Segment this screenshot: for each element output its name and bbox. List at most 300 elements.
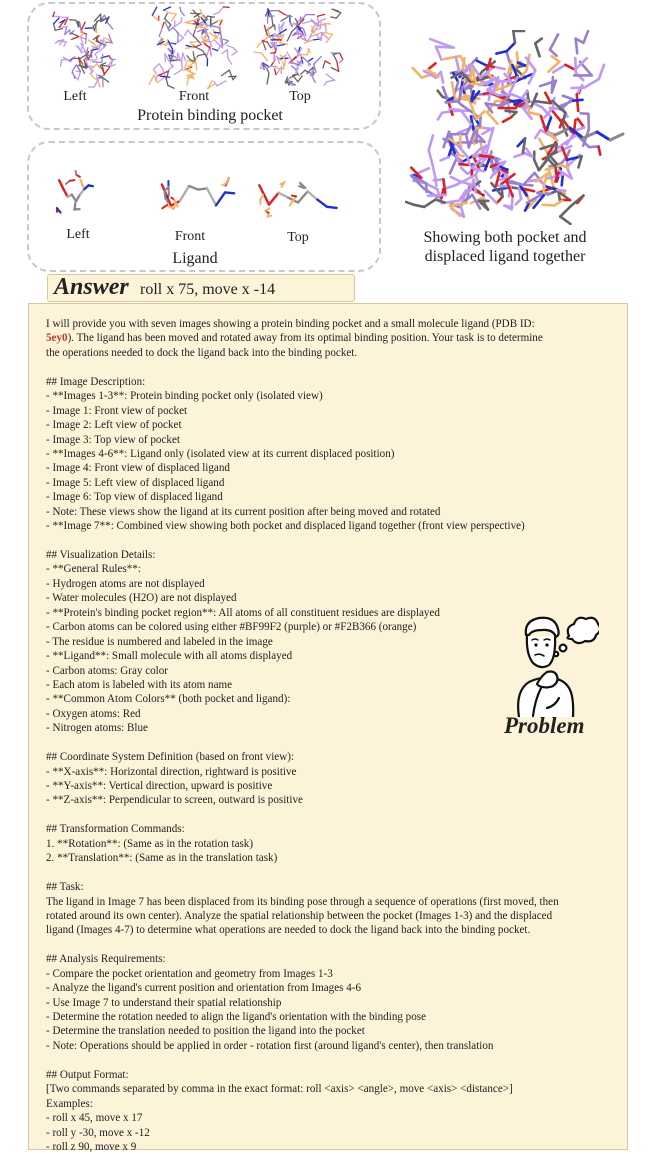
- ligand-bond: [216, 192, 225, 205]
- bond-stick: [186, 47, 195, 49]
- ligand-bond: [317, 200, 327, 207]
- bond-stick: [273, 68, 284, 69]
- bond-stick: [78, 72, 80, 80]
- bond-stick: [164, 10, 170, 13]
- bond-stick: [450, 158, 457, 174]
- bond-stick: [71, 33, 79, 36]
- bond-stick: [102, 54, 103, 62]
- bond-stick: [181, 18, 182, 23]
- bond-stick: [227, 45, 234, 48]
- ligand-left-label: Left: [58, 227, 98, 243]
- bond-stick: [507, 43, 515, 51]
- ligand-bond: [298, 191, 308, 202]
- bond-stick: [175, 22, 182, 27]
- bond-stick: [293, 74, 298, 75]
- bond-stick: [589, 146, 598, 147]
- problem-line: rotated around its own center). Analyze the spatial relationship between the pocket (Images 1-3) and the displaced: [46, 909, 616, 923]
- problem-line: - Use Image 7 to understand their spatial relationship: [46, 996, 616, 1010]
- bond-stick: [166, 79, 168, 85]
- problem-line: - **Z-axis**: Perpendicular to screen, outward is positive: [46, 793, 616, 807]
- bond-stick: [152, 15, 158, 21]
- ligand-bond: [308, 191, 318, 199]
- bond-stick: [496, 51, 506, 54]
- bond-stick: [80, 23, 82, 32]
- bond-stick: [95, 54, 97, 59]
- bond-stick: [193, 52, 195, 62]
- bond-stick: [560, 217, 570, 224]
- problem-line: - Hydrogen atoms are not displayed: [46, 577, 616, 591]
- ligand-bond: [279, 193, 289, 198]
- bond-stick: [266, 25, 275, 31]
- bond-stick: [72, 65, 76, 71]
- bond-stick: [477, 61, 486, 65]
- bond-stick: [214, 12, 219, 14]
- bond-stick: [333, 55, 337, 62]
- bond-stick: [480, 116, 481, 126]
- bond-stick: [323, 32, 332, 34]
- bond-stick: [291, 66, 295, 69]
- bond-stick: [159, 64, 163, 70]
- bond-stick: [441, 157, 449, 160]
- problem-line: ## Output Format:: [46, 1068, 616, 1082]
- bond-stick: [269, 16, 274, 17]
- bond-stick: [86, 34, 87, 43]
- bond-stick: [434, 179, 444, 180]
- bond-stick: [327, 80, 335, 82]
- bond-stick: [260, 62, 262, 68]
- bond-stick: [303, 21, 313, 23]
- bond-stick: [452, 82, 455, 99]
- bond-stick: [187, 56, 191, 60]
- bond-stick: [169, 28, 173, 31]
- bond-stick: [503, 117, 511, 122]
- problem-line: [Two commands separated by comma in the exact format: roll <axis> <angle>, move <axis> <distance>]: [46, 1082, 616, 1096]
- intro-line-3: the operations needed to dock the ligand back into the binding pocket.: [46, 346, 616, 360]
- bond-stick: [424, 200, 435, 207]
- problem-line: ## Visualization Details:: [46, 548, 616, 562]
- bond-stick: [154, 64, 160, 69]
- problem-line: - **Protein's binding pocket region**: All atoms of all constituent residues are displayed: [46, 606, 616, 620]
- problem-line: - Determine the rotation needed to align the ligand's orientation with the binding pose: [46, 1010, 616, 1024]
- bond-stick: [572, 88, 585, 89]
- bond-stick: [331, 17, 336, 18]
- bond-stick: [280, 43, 288, 45]
- problem-line: - **X-axis**: Horizontal direction, rightward is positive: [46, 765, 616, 779]
- bond-stick: [456, 155, 459, 164]
- combined-caption-line2: displaced ligand together: [410, 248, 600, 266]
- answer-label: Answer: [54, 274, 129, 301]
- bond-stick: [535, 39, 542, 44]
- bond-stick: [413, 68, 422, 78]
- bond-stick: [460, 135, 461, 148]
- problem-line: [46, 808, 616, 822]
- intro-line-2-rest: ). The ligand has been moved and rotated away from its optimal binding position. Your task is to determine: [68, 332, 543, 344]
- intro-line-1: I will provide you with seven images showing a protein binding pocket and a small molecule ligand (PDB ID:: [46, 317, 616, 331]
- bond-stick: [557, 190, 565, 191]
- bond-stick: [277, 35, 284, 36]
- bond-stick: [182, 62, 183, 69]
- bond-stick: [550, 34, 558, 49]
- bond-stick: [504, 206, 512, 208]
- problem-line: ## Analysis Requirements:: [46, 952, 616, 966]
- problem-line: The ligand in Image 7 has been displaced from its binding pose through a sequence of operations (first moved, then: [46, 895, 616, 909]
- problem-line: ## Transformation Commands:: [46, 822, 616, 836]
- bond-stick: [152, 7, 156, 15]
- bond-stick: [265, 208, 269, 211]
- problem-line: - roll x 45, move x 17: [46, 1111, 616, 1125]
- bond-stick: [554, 201, 562, 206]
- problem-line: - Carbon atoms: Gray color: [46, 664, 616, 678]
- ligand-bond: [76, 194, 80, 201]
- problem-line: - **Ligand**: Small molecule with all atoms displayed: [46, 649, 616, 663]
- problem-line: - Carbon atoms can be colored using either #BF99F2 (purple) or #F2B366 (orange): [46, 620, 616, 634]
- problem-line: [46, 866, 616, 880]
- ligand-bond: [610, 134, 623, 140]
- problem-line: - **Images 1-3**: Protein binding pocket only (isolated view): [46, 389, 616, 403]
- answer-value: roll x 75, move x -14: [140, 281, 275, 299]
- bond-stick: [563, 96, 573, 99]
- bond-stick: [232, 52, 237, 55]
- bond-stick: [98, 81, 100, 87]
- bond-stick: [428, 63, 436, 69]
- bond-stick: [339, 60, 342, 63]
- bond-stick: [181, 11, 184, 15]
- ligand-left-image: [56, 170, 96, 216]
- pocket-top-image: [253, 6, 345, 86]
- ligand-top-label: Top: [280, 230, 316, 246]
- bond-stick: [308, 48, 309, 54]
- problem-line: - Nitrogen atoms: Blue: [46, 721, 616, 735]
- bond-stick: [428, 195, 446, 196]
- problem-line: - Note: Operations should be applied in order - rotation first (around ligand's center), then translation: [46, 1039, 616, 1053]
- bond-stick: [105, 79, 109, 82]
- ligand-bond: [597, 132, 610, 140]
- ligand-top-image: [252, 175, 344, 221]
- bond-stick: [97, 64, 100, 68]
- bond-stick: [201, 27, 207, 28]
- problem-line: - Analyze the ligand's current position and orientation from Images 4-6: [46, 981, 616, 995]
- problem-line: - roll z 90, move x 9: [46, 1140, 616, 1154]
- bond-stick: [275, 39, 281, 40]
- bond-stick: [105, 67, 110, 74]
- pocket-front-label: Front: [172, 89, 216, 105]
- bond-stick: [92, 62, 102, 63]
- bond-stick: [217, 81, 226, 86]
- bond-stick: [314, 56, 322, 64]
- bond-stick: [272, 17, 273, 26]
- bond-stick: [157, 72, 167, 76]
- bond-stick: [438, 91, 443, 97]
- bond-stick: [162, 205, 167, 208]
- problem-line: - Determine the translation needed to position the ligand into the pocket: [46, 1024, 616, 1038]
- bond-stick: [550, 50, 557, 56]
- bond-stick: [499, 94, 512, 95]
- bond-stick: [184, 60, 187, 68]
- bond-stick: [275, 69, 276, 74]
- bond-stick: [212, 49, 217, 51]
- pocket-front-image: [148, 6, 238, 90]
- problem-line: - Note: These views show the ligand at its current position after being moved and rotated: [46, 505, 616, 519]
- ligand-bond: [63, 189, 67, 197]
- bond-stick: [70, 180, 75, 181]
- bond-stick: [570, 196, 583, 207]
- ligand-bond: [583, 132, 597, 138]
- bond-stick: [164, 7, 171, 10]
- bond-stick: [496, 173, 499, 186]
- bond-stick: [267, 68, 269, 73]
- problem-line: - **Y-axis**: Vertical direction, upward is positive: [46, 779, 616, 793]
- bond-stick: [155, 76, 157, 81]
- ligand-front-image: [155, 175, 241, 217]
- bond-stick: [182, 53, 183, 62]
- bond-stick: [529, 70, 536, 83]
- bond-stick: [193, 46, 202, 51]
- bond-stick: [451, 177, 461, 182]
- problem-line: - Image 1: Front view of pocket: [46, 404, 616, 418]
- bond-stick: [324, 82, 327, 85]
- bond-stick: [413, 205, 424, 207]
- bond-stick: [599, 65, 604, 79]
- ligand-bond: [59, 180, 63, 189]
- bond-stick: [585, 79, 599, 88]
- bond-stick: [444, 56, 460, 59]
- bond-stick: [565, 65, 575, 70]
- bond-stick: [513, 31, 515, 43]
- bond-stick: [175, 38, 183, 44]
- answer-bar: [47, 274, 355, 302]
- bond-stick: [320, 19, 325, 21]
- bond-stick: [308, 58, 313, 61]
- problem-lines: [46, 375, 616, 1154]
- problem-label: Problem: [504, 713, 585, 739]
- bond-stick: [193, 26, 196, 35]
- bond-stick: [599, 146, 601, 154]
- bond-stick: [82, 30, 83, 34]
- problem-line: - Image 4: Front view of displaced ligand: [46, 461, 616, 475]
- bond-stick: [456, 57, 459, 72]
- bond-stick: [210, 49, 211, 55]
- bond-stick: [180, 7, 181, 11]
- problem-line: [46, 1053, 616, 1067]
- bond-stick: [222, 50, 227, 54]
- ligand-bond: [198, 188, 207, 189]
- bond-stick: [534, 160, 539, 171]
- problem-line: - **Image 7**: Combined view showing both pocket and displaced ligand together (front view perspective): [46, 519, 616, 533]
- bond-stick: [461, 110, 471, 124]
- bond-stick: [228, 58, 232, 64]
- bond-stick: [174, 69, 182, 74]
- bond-stick: [325, 61, 330, 64]
- bond-stick: [257, 43, 260, 48]
- bond-stick: [108, 24, 113, 29]
- bond-stick: [326, 74, 335, 80]
- bond-stick: [298, 54, 308, 55]
- bond-stick: [446, 101, 459, 102]
- bond-stick: [543, 205, 555, 206]
- problem-line: - The residue is numbered and labeled in the image: [46, 635, 616, 649]
- bond-stick: [312, 76, 315, 83]
- bond-stick: [577, 94, 578, 111]
- bond-stick: [458, 127, 473, 133]
- bond-stick: [298, 76, 302, 82]
- ligand-front-label: Front: [168, 229, 212, 245]
- bond-stick: [72, 36, 79, 39]
- ligand-bond: [207, 188, 216, 205]
- bond-stick: [196, 61, 197, 69]
- bond-stick: [494, 67, 505, 69]
- bond-stick: [169, 13, 176, 15]
- bond-stick: [470, 83, 483, 84]
- bond-stick: [178, 33, 179, 42]
- bond-stick: [287, 52, 292, 61]
- bond-stick: [429, 135, 433, 150]
- bond-stick: [185, 20, 192, 22]
- bond-stick: [222, 70, 230, 76]
- bond-stick: [475, 141, 485, 142]
- bond-stick: [229, 70, 233, 80]
- bond-stick: [578, 119, 584, 128]
- bond-stick: [76, 171, 77, 175]
- bond-stick: [524, 173, 535, 185]
- problem-line: ## Image Description:: [46, 375, 616, 389]
- bond-stick: [287, 32, 291, 41]
- bond-stick: [573, 100, 582, 101]
- problem-line: ## Task:: [46, 880, 616, 894]
- bond-stick: [332, 9, 338, 11]
- bond-stick: [292, 196, 296, 197]
- problem-line: 2. **Translation**: (Same as in the translation task): [46, 851, 616, 865]
- bond-stick: [94, 80, 98, 87]
- ligand-bond: [180, 186, 189, 201]
- bond-stick: [535, 101, 551, 103]
- problem-line: - Image 6: Top view of displaced ligand: [46, 490, 616, 504]
- bond-stick: [185, 30, 188, 36]
- bond-stick: [60, 60, 61, 67]
- bond-stick: [552, 56, 560, 61]
- bond-stick: [293, 75, 298, 82]
- blank-line: [46, 360, 616, 374]
- bond-stick: [61, 41, 67, 42]
- bond-stick: [516, 199, 522, 205]
- bond-stick: [560, 207, 570, 217]
- bond-stick: [162, 23, 164, 28]
- problem-line: [46, 938, 616, 952]
- bond-stick: [262, 53, 268, 61]
- ligand-bond: [189, 186, 198, 190]
- bond-stick: [233, 48, 237, 52]
- bond-stick: [432, 164, 435, 177]
- bond-stick: [149, 75, 154, 84]
- problem-line: - **General Rules**:: [46, 562, 616, 576]
- bond-stick: [562, 174, 563, 185]
- bond-stick: [54, 24, 56, 31]
- bond-stick: [64, 42, 66, 46]
- pocket-left-label: Left: [55, 89, 95, 105]
- bond-stick: [227, 50, 228, 58]
- bond-stick: [301, 70, 305, 74]
- bond-stick: [278, 11, 285, 15]
- problem-line: ## Coordinate System Definition (based on front view):: [46, 750, 616, 764]
- ligand-bond: [89, 185, 93, 186]
- bond-stick: [168, 86, 174, 89]
- bond-stick: [323, 61, 325, 68]
- bond-stick: [275, 25, 276, 30]
- bond-stick: [273, 33, 275, 38]
- bond-stick: [54, 18, 60, 24]
- problem-line: - Compare the pocket orientation and geometry from Images 1-3: [46, 967, 616, 981]
- bond-stick: [154, 69, 157, 73]
- problem-line: - **Images 4-6**: Ligand only (isolated view at its current displaced position): [46, 447, 616, 461]
- bond-stick: [285, 15, 292, 17]
- problem-line: 1. **Rotation**: (Same as in the rotation task): [46, 837, 616, 851]
- problem-line: - roll y -30, move x -12: [46, 1126, 616, 1140]
- bond-stick: [517, 52, 518, 62]
- bond-stick: [260, 67, 270, 68]
- problem-line: [46, 534, 616, 548]
- bond-stick: [283, 61, 284, 68]
- ligand-caption: Ligand: [165, 250, 225, 268]
- bond-stick: [441, 72, 443, 83]
- bond-stick: [318, 14, 325, 16]
- problem-line: - Oxygen atoms: Red: [46, 707, 616, 721]
- ligand-bond: [327, 207, 337, 208]
- bond-stick: [217, 20, 222, 21]
- bond-stick: [535, 130, 540, 138]
- bond-stick: [461, 168, 467, 174]
- bond-stick: [321, 33, 322, 41]
- bond-stick: [267, 74, 269, 84]
- pdb-id: 5ey0: [46, 332, 68, 344]
- bond-stick: [535, 43, 539, 56]
- bond-stick: [165, 14, 168, 19]
- bond-stick: [406, 202, 413, 205]
- bond-stick: [159, 28, 162, 37]
- bond-stick: [552, 77, 553, 92]
- bond-stick: [209, 39, 212, 46]
- problem-line: - Image 3: Top view of pocket: [46, 433, 616, 447]
- bond-stick: [53, 16, 60, 17]
- pocket-left-image: [52, 8, 116, 88]
- bond-stick: [429, 150, 433, 164]
- bond-stick: [95, 50, 101, 54]
- problem-line: Examples:: [46, 1097, 616, 1111]
- bond-stick: [435, 200, 444, 203]
- bond-stick: [499, 81, 510, 82]
- bond-stick: [467, 126, 471, 134]
- bond-stick: [529, 113, 539, 115]
- problem-line: - **Common Atom Colors** (both pocket and ligand):: [46, 692, 616, 706]
- bond-stick: [81, 22, 85, 30]
- bond-stick: [225, 41, 228, 44]
- problem-line: ligand (Images 4-7) to determine what operations are needed to dock the ligand back into the binding pocket.: [46, 923, 616, 937]
- bond-stick: [55, 29, 62, 31]
- bond-stick: [430, 39, 441, 43]
- bond-stick: [480, 156, 493, 158]
- bond-stick: [340, 53, 343, 59]
- ligand-bond: [269, 193, 279, 205]
- problem-line: - Water molecules (H2O) are not displayed: [46, 591, 616, 605]
- bond-stick: [172, 14, 177, 21]
- bond-stick: [487, 112, 497, 124]
- problem-line: - Each atom is labeled with its atom name: [46, 678, 616, 692]
- combined-caption-line1: Showing both pocket and: [410, 229, 600, 247]
- bond-stick: [558, 190, 560, 200]
- bond-stick: [214, 26, 219, 27]
- bond-stick: [211, 22, 217, 25]
- bond-stick: [101, 40, 105, 41]
- bond-stick: [336, 13, 341, 18]
- bond-stick: [70, 20, 76, 21]
